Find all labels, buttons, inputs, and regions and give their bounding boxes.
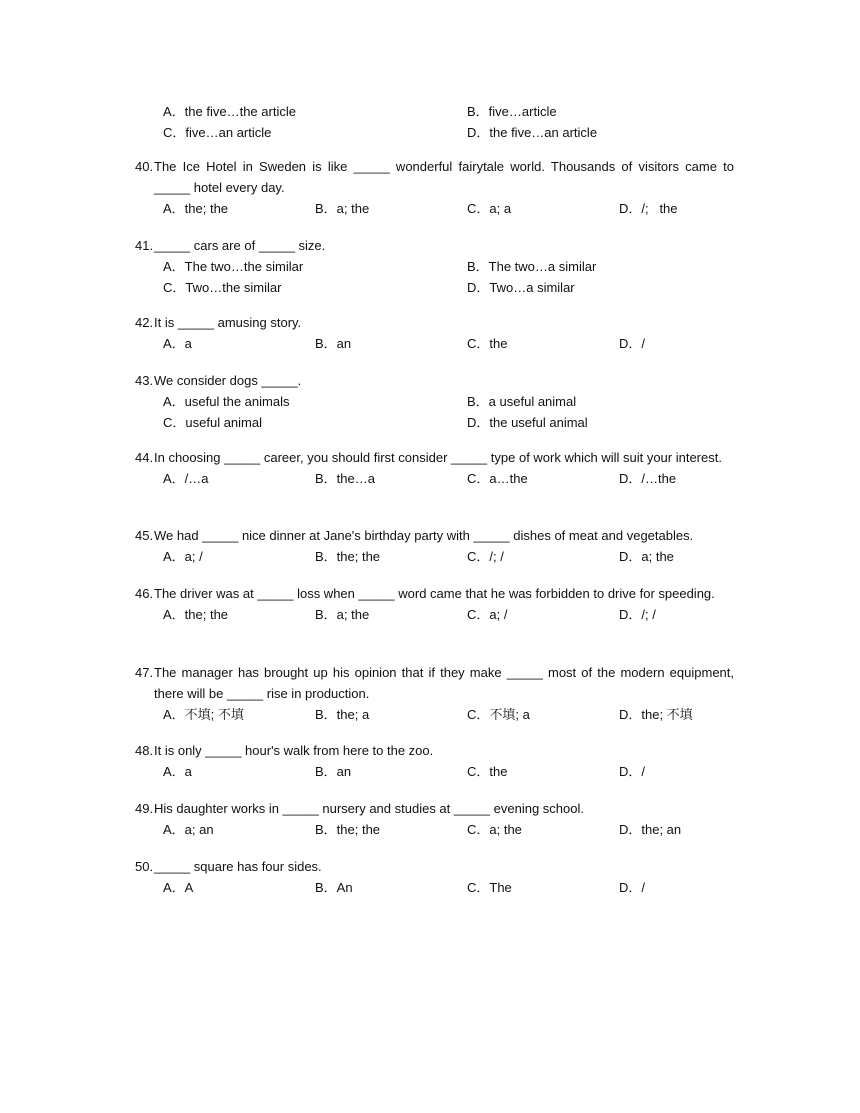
option-d: D．/; /	[619, 607, 656, 622]
option-b: B．a; the	[315, 201, 370, 216]
option-row	[163, 101, 723, 122]
option-d: D．Two…a similar	[467, 280, 575, 295]
question-stem	[136, 370, 734, 391]
question-stem	[136, 525, 734, 546]
question-stem	[136, 798, 734, 819]
question-number: 45.	[135, 528, 154, 543]
question-number: 47.	[135, 665, 154, 680]
option-row	[163, 704, 734, 725]
question-text: In choosing _____ career, you should first consider _____ type of work which will suit your interest.	[154, 450, 722, 465]
option-a: A．the five…the article	[163, 104, 296, 119]
question-43	[136, 370, 734, 433]
question-text: His daughter works in _____ nursery and studies at _____ evening school.	[154, 801, 584, 816]
question-49	[136, 798, 734, 840]
question-41	[136, 235, 734, 298]
option-b: B．The two…a similar	[467, 259, 597, 274]
option-b: B．the; the	[315, 549, 381, 564]
question-stem	[136, 740, 734, 761]
question-47	[136, 662, 734, 725]
option-row	[163, 333, 734, 354]
question-stem	[136, 583, 734, 604]
question-number: 42.	[135, 315, 154, 330]
option-b: B．five…article	[467, 104, 557, 119]
option-b: B．the; a	[315, 707, 370, 722]
option-row	[163, 122, 723, 143]
option-d: D．the five…an article	[467, 125, 598, 140]
question-text: We consider dogs _____.	[154, 373, 302, 388]
option-c: C．The	[467, 880, 512, 895]
option-c: C．a; a	[467, 201, 512, 216]
question-text: The Ice Hotel in Sweden is like _____ wonderful fairytale world. Thousands of visitors came to _____ hotel every day.	[154, 159, 734, 195]
option-d: D．the useful animal	[467, 415, 588, 430]
option-a: A．useful the animals	[163, 394, 290, 409]
question-46	[136, 583, 734, 625]
option-c: C．a; the	[467, 822, 522, 837]
option-d: D．/; the	[619, 201, 678, 216]
option-b: B．the…a	[315, 471, 375, 486]
option-row	[163, 256, 734, 277]
option-b: B．a useful animal	[467, 394, 577, 409]
option-a: A．a	[163, 764, 192, 779]
option-b: B．an	[315, 764, 352, 779]
question-text: _____ cars are of _____ size.	[154, 238, 326, 253]
option-c: C．a…the	[467, 471, 528, 486]
question-text: It is _____ amusing story.	[154, 315, 302, 330]
option-row	[163, 468, 734, 489]
option-a: A．A	[163, 880, 194, 895]
option-d: D．/	[619, 764, 646, 779]
question-stem	[136, 235, 734, 256]
option-b: B．a; the	[315, 607, 370, 622]
question-number: 44.	[135, 450, 154, 465]
question-number: 41.	[135, 238, 154, 253]
option-d: D．a; the	[619, 549, 674, 564]
options	[163, 877, 734, 898]
option-a: A．a	[163, 336, 192, 351]
question-text: _____ square has four sides.	[154, 859, 322, 874]
question-40	[136, 156, 734, 219]
question-text: The driver was at _____ loss when _____ word came that he was forbidden to drive for speeding.	[154, 586, 715, 601]
option-c: C．a; /	[467, 607, 508, 622]
option-c: C．the	[467, 336, 508, 351]
question-number: 48.	[135, 743, 154, 758]
question-number: 49.	[135, 801, 154, 816]
question-number: 43.	[135, 373, 154, 388]
option-a: A．a; /	[163, 549, 203, 564]
option-row	[163, 604, 734, 625]
option-row	[163, 391, 734, 412]
option-c: C．不填; a	[467, 707, 530, 722]
option-row	[163, 412, 734, 433]
option-a: A．the; the	[163, 201, 229, 216]
option-a: A．不填; 不填	[163, 707, 244, 722]
question-stem	[136, 312, 734, 333]
question-44	[136, 447, 734, 489]
options	[163, 761, 734, 782]
question-number: 50.	[135, 859, 154, 874]
option-d: D．/	[619, 880, 646, 895]
question-text: We had _____ nice dinner at Jane's birthday party with _____ dishes of meat and vegetables.	[154, 528, 694, 543]
option-a: A．The two…the similar	[163, 259, 304, 274]
option-c: C．the	[467, 764, 508, 779]
options	[163, 819, 734, 840]
question-50	[136, 856, 734, 898]
option-c: C．useful animal	[163, 415, 262, 430]
option-b: B．An	[315, 880, 353, 895]
option-d: D．the; an	[619, 822, 682, 837]
option-row	[163, 277, 734, 298]
options	[163, 391, 734, 433]
question-text: The manager has brought up his opinion that if they make _____ most of the modern equipment, there will be _____ rise in production.	[154, 665, 734, 701]
options	[163, 704, 734, 725]
question-stem	[136, 447, 734, 468]
question-48	[136, 740, 734, 782]
question-42	[136, 312, 734, 354]
question-stem	[136, 156, 734, 198]
options	[163, 604, 734, 625]
question-stem	[136, 856, 734, 877]
option-row	[163, 877, 734, 898]
option-b: B．the; the	[315, 822, 381, 837]
question-stem	[136, 662, 734, 704]
options	[163, 256, 734, 298]
option-row	[163, 198, 734, 219]
option-row	[163, 761, 734, 782]
question-45	[136, 525, 734, 567]
prev-question-options	[163, 101, 723, 143]
options	[163, 546, 734, 567]
option-b: B．an	[315, 336, 352, 351]
option-row	[163, 546, 734, 567]
option-a: A．a; an	[163, 822, 214, 837]
options	[163, 333, 734, 354]
option-c: C．five…an article	[163, 125, 272, 140]
question-number: 46.	[135, 586, 154, 601]
option-c: C．/; /	[467, 549, 504, 564]
option-row	[163, 819, 734, 840]
options	[163, 198, 734, 219]
question-number: 40.	[135, 159, 154, 174]
option-a: A．/…a	[163, 471, 209, 486]
option-d: D．/…the	[619, 471, 677, 486]
option-d: D．the; 不填	[619, 707, 693, 722]
question-text: It is only _____ hour's walk from here to the zoo.	[154, 743, 434, 758]
options	[163, 468, 734, 489]
option-a: A．the; the	[163, 607, 229, 622]
option-c: C．Two…the similar	[163, 280, 282, 295]
option-d: D．/	[619, 336, 646, 351]
